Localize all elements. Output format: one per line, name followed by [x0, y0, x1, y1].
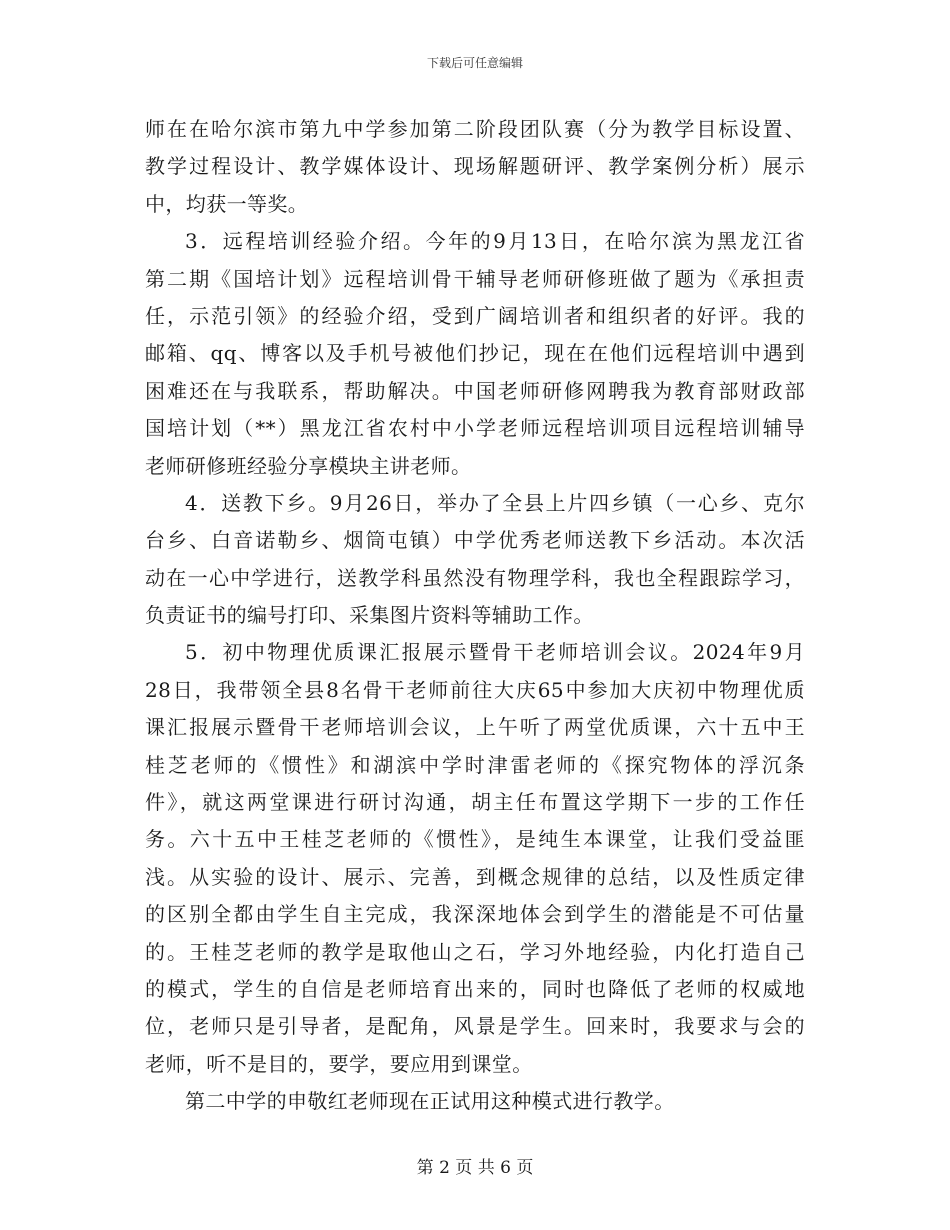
text-line: 4．送教下乡。9月26日，举办了全县上片四乡镇（一心乡、克尔 — [185, 490, 805, 515]
text-line: 的模式，学生的自信是老师培育出来的，同时也降低了老师的权威地 — [145, 976, 805, 1001]
text-line: 任，示范引领》的经验介绍，受到广阔培训者和组织者的好评。我的 — [145, 303, 805, 328]
text-line: 国培计划（**）黑龙江省农村中小学老师远程培训项目远程培训辅导 — [145, 416, 805, 441]
text-line: 中，均获一等奖。 — [145, 191, 309, 216]
page-number-footer: 第 2 页 共 6 页 — [416, 1158, 534, 1178]
text-line: 师在在哈尔滨市第九中学参加第二阶段团队赛（分为教学目标设置、 — [145, 117, 805, 141]
text-line: 的。王桂芝老师的教学是取他山之石，学习外地经验，内化打造自己 — [145, 939, 805, 964]
page-header-note: 下载后可任意编辑 — [426, 56, 523, 70]
text-line: 邮箱、qq、博客以及手机号被他们抄记，现在在他们远程培训中遇到 — [145, 341, 805, 366]
text-line: 浅。从实验的设计、展示、完善，到概念规律的总结，以及性质定律 — [145, 864, 805, 889]
text-line: 件》，就这两堂课进行研讨沟通，胡主任布置这学期下一步的工作任 — [145, 790, 805, 815]
text-line: 教学过程设计、教学媒体设计、现场解题研评、教学案例分析）展示 — [145, 154, 805, 179]
text-line: 28日，我带领全县8名骨干老师前往大庆65中参加大庆初中物理优质 — [145, 677, 805, 702]
text-line: 的区别全都由学生自主完成，我深深地体会到学生的潜能是不可估量 — [145, 902, 805, 927]
text-line: 负责证书的编号打印、采集图片资料等辅助工作。 — [145, 603, 594, 628]
text-line: 位，老师只是引导者，是配角，风景是学生。回来时，我要求与会的 — [145, 1014, 805, 1039]
text-line: 困难还在与我联系，帮助解决。中国老师研修网聘我为教育部财政部 — [145, 378, 805, 403]
text-line: 课汇报展示暨骨干老师培训会议，上午听了两堂优质课，六十五中王 — [145, 715, 805, 740]
text-line: 台乡、白音诺勒乡、烟筒屯镇）中学优秀老师送教下乡活动。本次活 — [145, 528, 805, 553]
text-line: 老师研修班经验分享模块主讲老师。 — [145, 453, 472, 478]
text-line: 老师，听不是目的，要学，要应用到课堂。 — [145, 1051, 533, 1076]
text-line: 5．初中物理优质课汇报展示暨骨干老师培训会议。2024年9月 — [185, 640, 805, 665]
text-line: 3．远程培训经验介绍。今年的9月13日，在哈尔滨为黑龙江省 — [185, 229, 805, 254]
text-line: 动在一心中学进行，送教学科虽然没有物理学科，我也全程跟踪学习， — [145, 565, 805, 590]
text-line: 第二中学的申敬红老师现在正试用这种模式进行教学。 — [185, 1089, 675, 1114]
document-body — [145, 111, 805, 1121]
text-line: 第二期《国培计划》远程培训骨干辅导老师研修班做了题为《承担责 — [145, 266, 805, 291]
text-line: 务。六十五中王桂芝老师的《惯性》，是纯生本课堂，让我们受益匪 — [145, 827, 805, 852]
text-line: 桂芝老师的《惯性》和湖滨中学时津雷老师的《探究物体的浮沉条 — [145, 752, 805, 777]
